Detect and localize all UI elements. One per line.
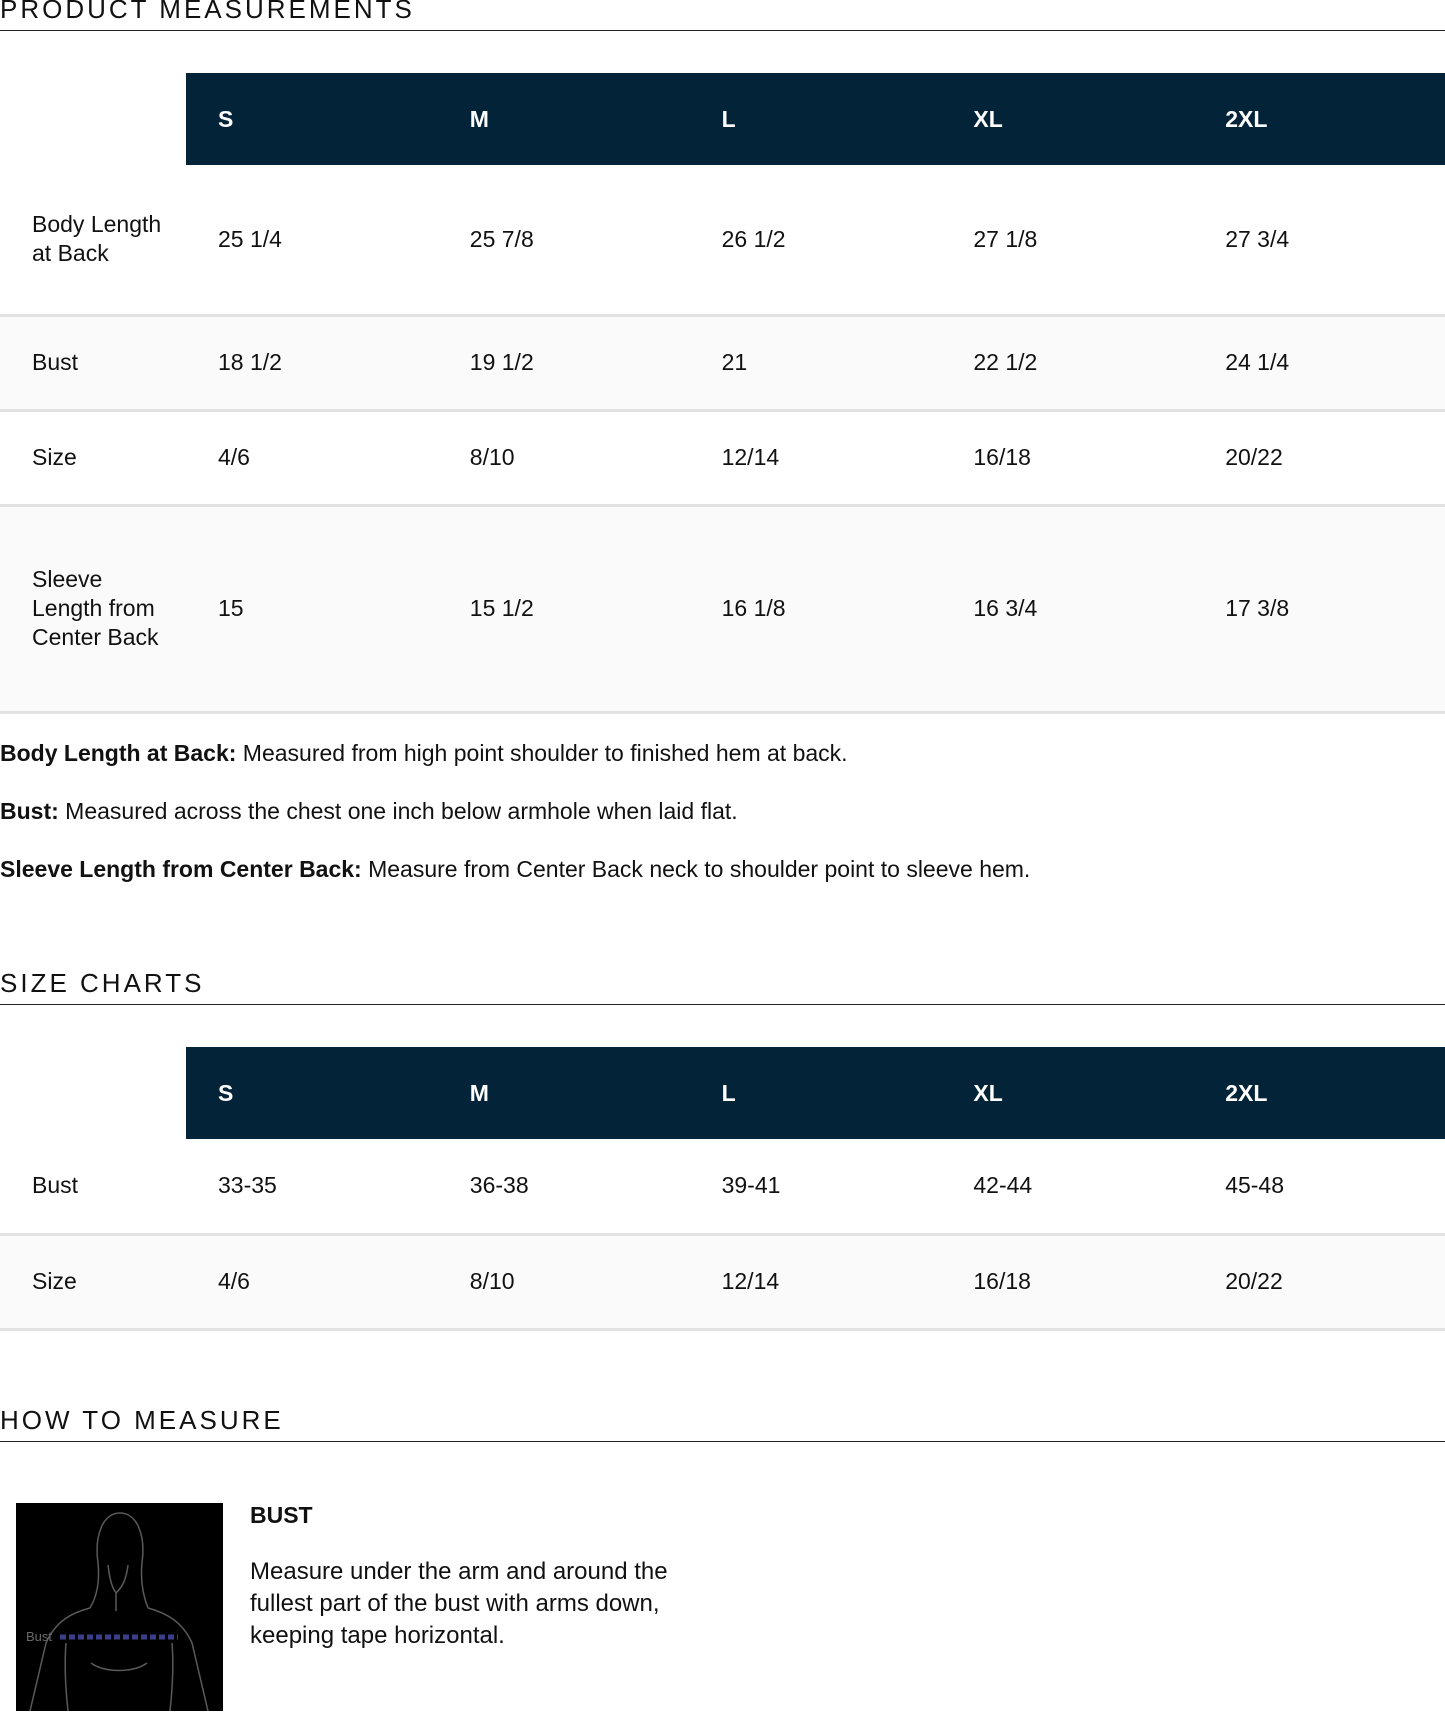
- table-cell: 12/14: [690, 410, 942, 505]
- header-blank-cell: [0, 1047, 186, 1139]
- table-cell: 16/18: [941, 1234, 1193, 1329]
- table-cell: 16 3/4: [941, 505, 1193, 712]
- table-cell: 20/22: [1193, 1234, 1445, 1329]
- definition-term: Body Length at Back:: [0, 740, 237, 766]
- table-cell: 27 3/4: [1193, 165, 1445, 315]
- product-measurements-title: PRODUCT MEASUREMENTS: [0, 0, 1445, 31]
- row-label: Size: [0, 410, 186, 505]
- definition-text: Measured from high point shoulder to finished hem at back.: [236, 740, 848, 766]
- table-cell: 15 1/2: [438, 505, 690, 712]
- definition-term: Bust:: [0, 798, 59, 824]
- header-size-xl: XL: [941, 73, 1193, 165]
- measure-heading: BUST: [250, 1502, 313, 1528]
- table-cell: 25 7/8: [438, 165, 690, 315]
- row-label: Bust: [0, 1139, 186, 1234]
- table-cell: 33-35: [186, 1139, 438, 1234]
- table-cell: 24 1/4: [1193, 315, 1445, 410]
- table-cell: 20/22: [1193, 410, 1445, 505]
- row-label: Body Length at Back: [0, 165, 186, 315]
- definition-term: Sleeve Length from Center Back:: [0, 856, 362, 882]
- table-header-row: [0, 1047, 1445, 1139]
- measurement-definitions: [0, 738, 1445, 912]
- table-row: [0, 410, 1445, 505]
- header-size-s: S: [186, 1047, 438, 1139]
- definition-item: [0, 738, 1445, 768]
- table-header-row: [0, 73, 1445, 165]
- row-label: Sleeve Length from Center Back: [0, 505, 186, 712]
- table-row: [0, 1139, 1445, 1234]
- table-cell: 26 1/2: [690, 165, 942, 315]
- table-cell: 12/14: [690, 1234, 942, 1329]
- table-cell: 19 1/2: [438, 315, 690, 410]
- table-cell: 22 1/2: [941, 315, 1193, 410]
- table-row: [0, 1234, 1445, 1329]
- table-cell: 42-44: [941, 1139, 1193, 1234]
- table-cell: 21: [690, 315, 942, 410]
- table-cell: 45-48: [1193, 1139, 1445, 1234]
- table-cell: 8/10: [438, 410, 690, 505]
- row-label: Bust: [0, 315, 186, 410]
- figure-outline-icon: [16, 1503, 223, 1711]
- header-blank-cell: [0, 73, 186, 165]
- table-cell: 4/6: [186, 1234, 438, 1329]
- table-cell: 36-38: [438, 1139, 690, 1234]
- header-size-xl: XL: [941, 1047, 1193, 1139]
- table-cell: 4/6: [186, 410, 438, 505]
- table-cell: 15: [186, 505, 438, 712]
- size-charts-title: SIZE CHARTS: [0, 968, 1445, 1005]
- table-cell: 17 3/8: [1193, 505, 1445, 712]
- header-size-m: M: [438, 73, 690, 165]
- size-charts-table: [0, 1047, 1445, 1331]
- header-size-l: L: [690, 73, 942, 165]
- row-label: Size: [0, 1234, 186, 1329]
- definition-item: [0, 796, 1445, 826]
- definition-text: Measure from Center Back neck to shoulder point to sleeve hem.: [361, 856, 1031, 882]
- table-cell: 18 1/2: [186, 315, 438, 410]
- bust-measurement-illustration: [16, 1503, 223, 1711]
- bust-image-label: Bust: [26, 1629, 53, 1644]
- header-size-2xl: 2XL: [1193, 1047, 1445, 1139]
- table-cell: 16 1/8: [690, 505, 942, 712]
- product-measurements-table: [0, 73, 1445, 714]
- table-row: [0, 315, 1445, 410]
- table-cell: 27 1/8: [941, 165, 1193, 315]
- table-cell: 39-41: [690, 1139, 942, 1234]
- table-cell: 8/10: [438, 1234, 690, 1329]
- header-size-m: M: [438, 1047, 690, 1139]
- definition-item: [0, 854, 1445, 884]
- table-cell: 25 1/4: [186, 165, 438, 315]
- definition-text: Measured across the chest one inch below armhole when laid flat.: [58, 798, 738, 824]
- table-row: [0, 505, 1445, 712]
- how-to-measure-title: HOW TO MEASURE: [0, 1405, 1445, 1442]
- table-cell: 16/18: [941, 410, 1193, 505]
- header-size-2xl: 2XL: [1193, 73, 1445, 165]
- measure-instructions: Measure under the arm and around the fullest part of the bust with arms down, keeping tape horizontal.: [250, 1558, 668, 1649]
- header-size-l: L: [690, 1047, 942, 1139]
- table-row: [0, 165, 1445, 315]
- header-size-s: S: [186, 73, 438, 165]
